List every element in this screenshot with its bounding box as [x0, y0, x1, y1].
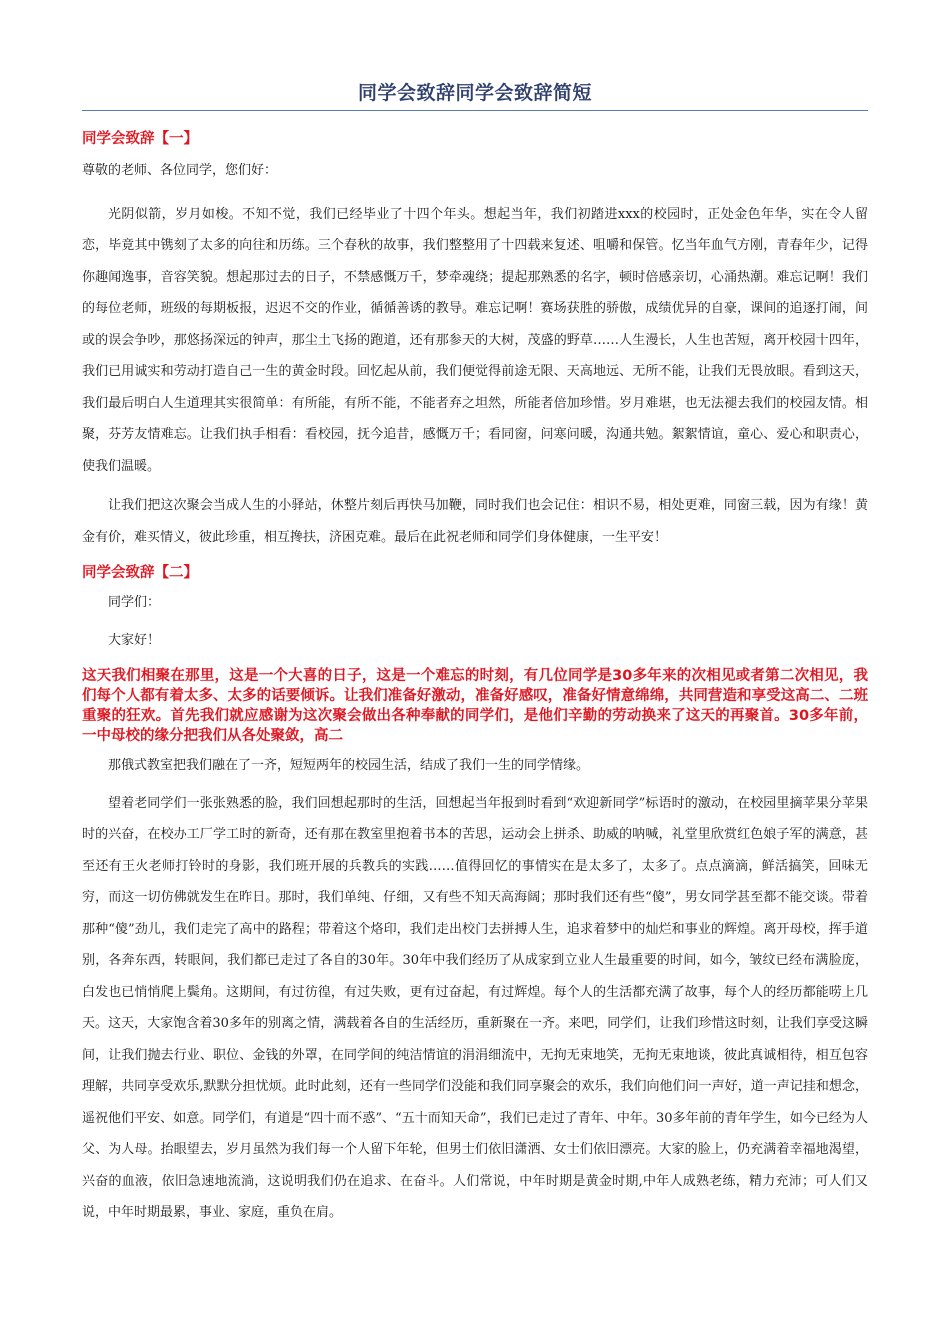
section-one-paragraph-1: 光阴似箭，岁月如梭。不知不觉，我们已经毕业了十四个年头。想起当年，我们初踏进xxx的校园时，正处金色年华，实在令人留恋，毕竟其中镌刻了太多的向往和历练。三个春秋的故事，我们整整用了十四载来复述、咀嚼和保管。忆当年血气方刚，青春年少，记得你趣闻逸事，音容笑貌。想起那过去的日子，不禁感慨万千，梦牵魂绕；提起那熟悉的名字，顿时倍感亲切，心涌热潮。难忘记啊！我们的每位老师，班级的每期板报，迟迟不交的作业，循循善诱的教导。难忘记啊！赛场获胜的骄傲，成绩优异的自豪，课间的追逐打闹，间或的误会争吵，那悠扬深远的钟声，那尘土飞扬的跑道，还有那参天的大树，茂盛的野草……人生漫长，人生也苦短，离开校园十四年，我们已用诚实和劳动打造自己一生的黄金时段。回忆起从前，我们便觉得前途无限、天高地远、无所不能，让我们无畏放眼。看到这天，我们最后明白人生道理其实很简单：有所能，有所不能，不能者弃之坦然，所能者倍加珍惜。岁月难堪，也无法褪去我们的校园友情。相聚，芬芳友情难忘。让我们执手相看：看校园，抚今追昔，感慨万千；看同窗，问寒问暖，沟通共勉。絮絮情谊，童心、爱心和职责心，使我们温暖。 — [82, 206, 868, 474]
section-two-paragraph-2: 望着老同学们一张张熟悉的脸，我们回想起那时的生活，回想起当年报到时看到“欢迎新同学”标语时的激动，在校园里摘苹果分苹果时的兴奋，在校办工厂学工时的新奇，还有那在教室里抱着书本的苦思，运动会上拼杀、助威的呐喊，礼堂里欣赏红色娘子军的满意，甚至还有王火老师打铃时的身影，我们班开展的兵教兵的实践……值得回忆的事情实在是太多了，太多了。点点滴滴，鲜活搞笑，回味无穷，而这一切仿佛就发生在昨日。那时，我们单纯、仔细，又有些不知天高海阔；那时我们还有些“傻”，男女同学甚至都不能交谈。带着那种“傻”劲儿，我们走完了高中的路程；带着这个烙印，我们走出校门去拼搏人生，追求着梦中的灿烂和事业的辉煌。离开母校，挥手道别，各奔东西，转眼间，我们都已走过了各自的30年。30年中我们经历了从成家到立业人生最重要的时间，如今，皱纹已经布满脸庞，白发也已悄悄爬上鬓角。这期间，有过彷徨，有过失败，更有过奋起，有过辉煌。每个人的生活都充满了故事，每个人的经历都能唠上几天。这天，大家饱含着30多年的别离之情，满载着各自的生活经历，重新聚在一齐。来吧，同学们，让我们珍惜这时刻，让我们享受这瞬间，让我们抛去行业、职位、金钱的外罩，在同学间的纯洁情谊的涓涓细流中，无拘无束地笑，无拘无束地谈，彼此真诚相待，相互包容理解，共同享受欢乐,默默分担忧烦。此时此刻，还有一些同学们没能和我们同享聚会的欢乐，我们向他们问一声好，道一声记挂和想念，遥祝他们平安、如意。同学们，有道是“四十而不惑”、“五十而知天命”，我们已走过了青年、中年。30多年前的青年学生，如今已经为人父、为人母。抬眼望去，岁月虽然为我们每一个人留下年轮，但男士们依旧潇洒、女士们依旧漂亮。大家的脸上，仍充满着幸福地渴望，兴奋的血液，依旧急速地流淌，这说明我们仍在追求、在奋斗。人们常说，中年时期是黄金时期,中年人成熟老练，精力充沛；可人们又说，中年时期最累，事业、家庭，重负在肩。 — [82, 795, 868, 1220]
section-two-heading: 同学会致辞【二】 — [82, 565, 198, 581]
section-one — [82, 129, 868, 553]
document-title: 同学会致辞同学会致辞简短 — [82, 78, 868, 111]
section-one-greeting: 尊敬的老师、各位同学，您们好： — [82, 163, 278, 178]
section-one-heading: 同学会致辞【一】 — [82, 131, 198, 147]
section-one-paragraph-2: 让我们把这次聚会当成人生的小驿站，休整片刻后再快马加鞭，同时我们也会记住：相识不易，相处更难，同窗三载，因为有缘！黄金有价，难买情义，彼此珍重，相互搀扶，济困克难。最后在此祝老师和同学们身体健康，一生平安！ — [82, 498, 868, 545]
section-two-highlight: 这天我们相聚在那里，这是一个大喜的日子，这是一个难忘的时刻，有几位同学是30多年来的次相见或者第二次相见，我们每个人都有着太多、太多的话要倾诉。让我们准备好激动，准备好感叹，准备好情意绵绵，共同营造和享受这高二、二班重聚的狂欢。首先我们就应感谢为这次聚会做出各种奉献的同学们，是他们辛勤的劳动换来了这天的再聚首。30多年前，一中母校的缘分把我们从各处聚敛，高二 — [82, 668, 868, 744]
section-two-greeting-2: 大家好！ — [108, 632, 161, 648]
section-two — [82, 563, 868, 1229]
section-two-greeting-1: 同学们： — [108, 595, 161, 610]
document-page — [82, 78, 868, 1229]
section-two-paragraph-1: 那俄式教室把我们融在了一齐，短短两年的校园生活，结成了我们一生的同学情缘。 — [108, 758, 590, 773]
